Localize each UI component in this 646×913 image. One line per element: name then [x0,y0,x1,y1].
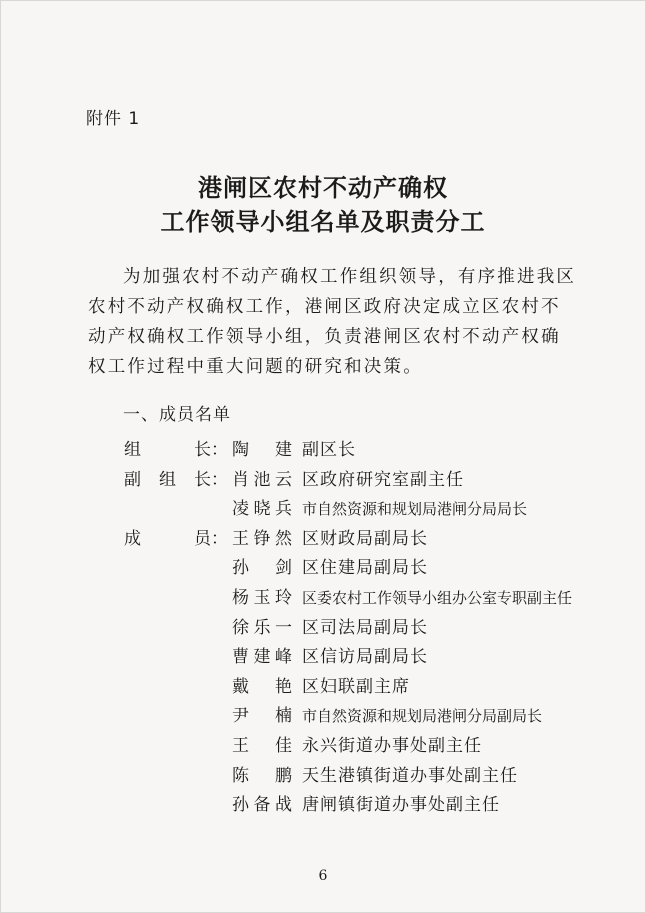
member-post: 副区长 [302,440,356,460]
member-name-char: 肖 [232,469,249,490]
member-row [0,584,646,612]
member-name-char: 云 [275,469,292,490]
member-name-char: 建 [275,440,292,460]
member-name-char: 陈 [232,765,249,786]
member-post: 永兴街道办事处副主任 [302,736,482,756]
member-name-char: 一 [275,617,292,638]
member-role-char: 长： [194,440,228,460]
member-row [0,466,646,494]
member-name-char: 徐 [232,617,249,638]
member-name [232,495,292,523]
member-name-char: 剑 [275,558,292,579]
member-role-char: 副 [124,469,141,490]
member-name-char: 玉 [253,588,271,608]
member-name-char: 王 [232,528,249,549]
member-name-char: 陶 [232,440,249,460]
member-name-char: 鹏 [275,765,292,786]
member-name-char: 孙 [232,795,249,816]
member-name-char: 然 [275,528,292,549]
member-post: 区财政局副局长 [302,528,428,549]
page-number: 6 [318,868,328,884]
member-role [124,525,228,553]
member-role [124,436,228,464]
member-row [0,702,646,730]
member-row [0,614,646,642]
member-post: 天生港镇街道办事处副主任 [302,765,518,786]
member-post: 区政府研究室副主任 [302,469,464,490]
member-post: 区司法局副局长 [302,617,428,638]
member-name [232,614,292,642]
document-title-line-2: 工作领导小组名单及职责分工 [160,208,486,236]
member-name-char: 备 [253,795,271,816]
member-row [0,673,646,701]
member-name-char: 建 [253,647,271,668]
member-row [0,525,646,553]
member-name-char: 玲 [275,588,292,608]
member-post: 唐闸镇街道办事处副主任 [302,795,500,816]
member-post: 区妇联副主席 [302,676,410,697]
member-post: 区信访局副局长 [302,647,428,668]
member-name [232,702,292,730]
section-heading: 一、成员名单 [123,405,231,425]
member-name [232,791,292,819]
member-name [232,762,292,790]
member-role-char: 成 [124,528,141,549]
member-name [232,554,292,582]
member-name-char: 戴 [232,676,249,697]
member-post: 市自然资源和规划局港闸分局副局长 [302,707,543,726]
member-row [0,436,646,464]
member-name-char: 兵 [275,499,292,520]
member-name-char: 铮 [253,528,271,549]
member-name-char: 佳 [275,736,292,756]
member-row [0,762,646,790]
member-name [232,673,292,701]
member-role-char: 长： [194,469,228,490]
member-role-char: 组 [124,440,141,460]
member-name-char: 乐 [253,617,271,638]
member-name-char: 曹 [232,647,249,668]
document-title-line-1: 港闸区农村不动产确权 [198,174,448,202]
member-name-char: 杨 [232,588,249,608]
member-role-char: 组 [159,469,176,490]
member-name [232,466,292,494]
member-name-char: 楠 [275,706,292,727]
attachment-label: 附件 1 [86,109,141,129]
member-row [0,495,646,523]
member-role [124,466,228,494]
member-name-char: 艳 [275,676,292,697]
member-name-char: 孙 [232,558,249,579]
member-post: 区住建局副局长 [302,558,428,579]
member-name-char: 峰 [275,647,292,668]
member-name [232,436,292,464]
member-name-char: 尹 [232,706,249,727]
member-name [232,643,292,671]
member-name [232,525,292,553]
member-row [0,554,646,582]
member-name-char: 战 [275,795,292,816]
member-name [232,732,292,760]
member-role-char: 员： [194,528,228,549]
member-name-char: 王 [232,736,249,756]
member-name [232,584,292,612]
member-name-char: 池 [253,469,271,490]
member-post: 区委农村工作领导小组办公室专职副主任 [302,589,573,607]
intro-paragraph: 为加强农村不动产确权工作组织领导，有序推进我区农村不动产权确权工作，港闸区政府决定成立区农村不动产权确权工作领导小组，负责港闸区农村不动产权确权工作过程中重大问题的研究和决策。 [88,267,577,377]
member-name-char: 凌 [232,499,249,520]
member-row [0,791,646,819]
member-post: 市自然资源和规划局港闸分局局长 [302,500,528,519]
member-row [0,643,646,671]
member-row [0,732,646,760]
member-name-char: 晓 [253,499,271,520]
